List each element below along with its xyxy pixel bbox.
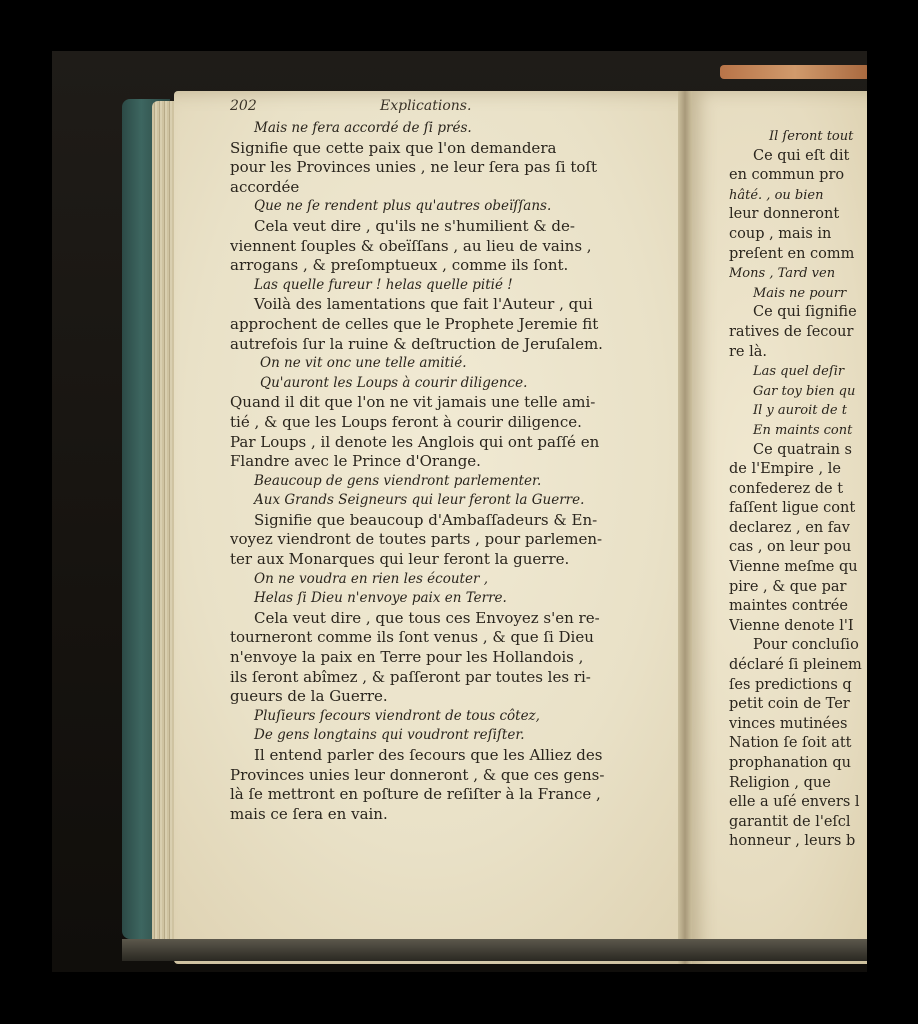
left-page-line: De gens longtains qui voudront reſiſter. xyxy=(254,727,525,744)
right-page-line: garantit de l'eſcl xyxy=(729,813,851,830)
left-page-line: gueurs de la Guerre. xyxy=(230,687,388,706)
right-page-line: cas , on leur pou xyxy=(729,539,852,556)
left-page-line: tié , & que les Loups feront à courir diligence. xyxy=(230,412,582,431)
right-page-line: leur donneront xyxy=(729,206,840,223)
left-page-line: Par Loups , il denote les Anglois qui ont paſſé en xyxy=(230,432,600,451)
right-page-line: honneur , leurs b xyxy=(729,833,856,850)
right-page-line: Mons , Tard ven xyxy=(729,266,836,282)
left-page-line: Cela veut dire , qu'ils ne s'humilient & de- xyxy=(254,216,575,235)
left-page-line: Helas ſi Dieu n'envoye paix en Terre. xyxy=(254,590,507,607)
left-page-line: approchent de celles que le Prophete Jeremie fit xyxy=(230,314,599,333)
right-page-line: prophanation qu xyxy=(729,755,851,771)
left-page-line: n'envoye la paix en Terre pour les Hollandois , xyxy=(230,648,584,667)
right-page-text xyxy=(729,127,867,867)
left-page-line: arrogans , & preſomptueux , comme ils ſont. xyxy=(230,256,569,275)
right-page-line: maintes contrée xyxy=(729,598,848,615)
right-page-line: Las quel deſir xyxy=(753,364,845,380)
right-page-line: petit coin de Ter xyxy=(729,696,850,713)
page-number: 202 xyxy=(230,98,257,114)
right-page-line: ratives de ſecour xyxy=(729,323,854,340)
right-page-line: En maints cont xyxy=(753,422,853,438)
left-page-line: viennent ſouples & obeïſſans , au lieu de vains , xyxy=(230,236,592,255)
right-page-line: vinces mutinées xyxy=(729,715,848,732)
right-page-line: ſes predictions q xyxy=(729,676,852,693)
right-page-line: Gar toy bien qu xyxy=(753,383,856,399)
left-page-line: Pluſieurs ſecours viendront de tous côtez, xyxy=(254,707,540,724)
right-page-line: Religion , que xyxy=(729,774,831,791)
left-page-line: Signifie que beaucoup d'Ambaſſadeurs & En- xyxy=(254,510,598,529)
right-page-line: de l'Empire , le xyxy=(729,461,841,478)
left-page-line: accordée xyxy=(230,177,300,196)
right-page-line: Il ſeront tout xyxy=(769,129,854,144)
left-page-text xyxy=(230,119,640,824)
right-page-line: Pour concluſio xyxy=(753,637,859,654)
right-page-line: pire , & que par xyxy=(729,578,847,595)
right-page-line: declarez , en fav xyxy=(729,519,850,536)
right-page-line: Vienne meſme qu xyxy=(729,559,858,576)
left-page-line: tourneront comme ils ſont venus , & que ſi Dieu xyxy=(230,628,594,647)
left-page-line: Quand il dit que l'on ne vit jamais une telle ami- xyxy=(230,393,596,412)
right-page-line: faſſent ligue cont xyxy=(729,500,856,517)
right-page-line: confederez de t xyxy=(729,480,844,497)
left-page-line: Provinces unies leur donneront , & que ces gens- xyxy=(230,765,605,784)
left-page-line: ils ſeront abîmez , & paſſeront par toutes les ri- xyxy=(230,667,591,686)
right-page-line: Ce qui ſignifie xyxy=(753,304,857,321)
left-page-line: Beaucoup de gens viendront parlementer. xyxy=(254,472,542,489)
left-page-line: Il entend parler des ſecours que les Alliez des xyxy=(254,746,603,764)
book-gutter xyxy=(678,91,692,964)
left-page-line: voyez viendront de toutes parts , pour parlemen- xyxy=(230,530,603,549)
left-page-line: mais ce ſera en vain. xyxy=(230,804,388,823)
left-page-line: Mais ne fera accordé de ſi prés. xyxy=(254,120,472,136)
right-page-line: Mais ne pourr xyxy=(753,285,847,301)
right-page-line: coup , mais in xyxy=(729,225,832,242)
right-page-line: hâté. , ou bien xyxy=(729,187,824,203)
page-bottom-shadow xyxy=(122,939,867,961)
left-page-line: Signifie que cette paix que l'on demandera xyxy=(230,138,557,157)
left-page-line: On ne vit onc une telle amitié. xyxy=(260,355,467,372)
right-page-line: déclaré ſi pleinem xyxy=(729,657,862,674)
left-page-line: ter aux Monarques qui leur feront la guerre. xyxy=(230,550,570,569)
left-page-line: autrefois ſur la ruine & deſtruction de Jeruſalem. xyxy=(230,334,603,353)
left-page-line: Que ne ſe rendent plus qu'autres obeïſſans. xyxy=(254,198,552,215)
right-page-line: Il y auroit de t xyxy=(753,403,847,419)
left-page-line: Cela veut dire , que tous ces Envoyez s'en re- xyxy=(254,608,600,627)
running-head: Explications. xyxy=(380,98,472,114)
right-page-line: elle a uſé envers l xyxy=(729,794,860,811)
left-page-line: Qu'auront les Loups à courir diligence. xyxy=(260,374,528,391)
torn-spine-edge xyxy=(720,65,867,79)
right-page-line: Vienne denote l'I xyxy=(729,617,854,634)
right-page-line: en commun pro xyxy=(729,167,845,184)
left-page-line: Voilà des lamentations que fait l'Auteur , qui xyxy=(254,295,593,314)
right-page-line: Ce quatrain s xyxy=(753,441,852,458)
left-page-line: On ne voudra en rien les écouter , xyxy=(254,570,488,587)
right-page-line: preſent en comm xyxy=(729,245,855,262)
left-page-line: Flandre avec le Prince d'Orange. xyxy=(230,452,481,471)
right-page-line: re là. xyxy=(729,343,768,360)
right-page-line: Ce qui eſt dit xyxy=(753,147,850,164)
left-page-line: pour les Provinces unies , ne leur ſera pas ſi toſt xyxy=(230,158,597,177)
right-page-line: Nation ſe ſoit att xyxy=(729,735,852,752)
left-page-line: Aux Grands Seigneurs qui leur feront la Guerre. xyxy=(254,492,585,509)
left-page-line: là ſe mettront en poſture de reſiſter à la France , xyxy=(230,785,601,804)
left-page-line: Las quelle fureur ! helas quelle pitié ! xyxy=(254,276,513,293)
